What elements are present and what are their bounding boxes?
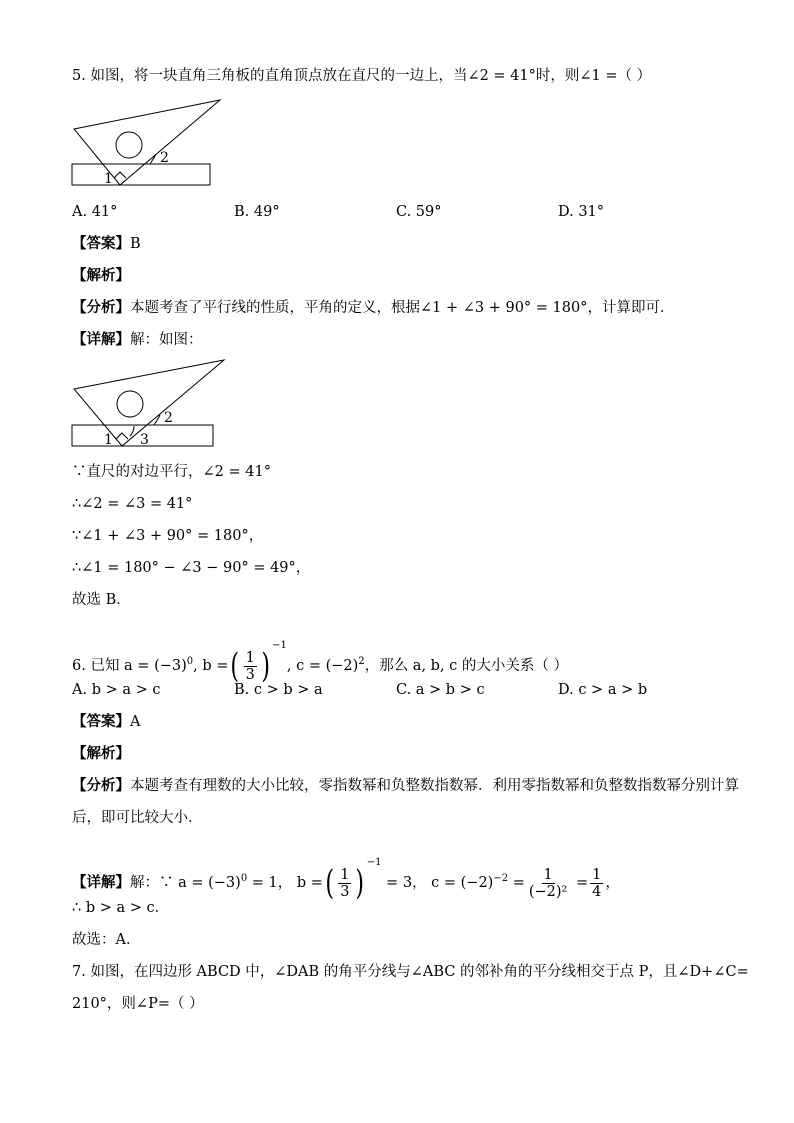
angle-1-label: 1: [104, 432, 113, 448]
q5-answer-value: B: [130, 236, 141, 252]
q6-option-c: C. a > b > c: [396, 682, 485, 698]
paren-right: ): [261, 646, 270, 686]
q5-xiangjie: [72, 330, 203, 350]
q6-conclusion: ∴ b > a > c．: [72, 900, 170, 916]
q6-exp-neg1: −1: [272, 640, 287, 651]
q5-step-1: ∵直尺的对边平行，∠2 = 41°: [72, 464, 271, 480]
q6-xiangjie: [72, 842, 620, 904]
frac-numerator: 1: [245, 649, 255, 666]
q6-exp2: 2: [358, 656, 365, 668]
frac-denominator: 3: [340, 883, 350, 900]
angle-1-label: 1: [104, 171, 113, 187]
q5-option-d: D. 31°: [558, 204, 605, 220]
q5-analysis: [72, 266, 130, 286]
paren-left: (: [325, 863, 334, 903]
q5-answer: [72, 234, 141, 254]
triangle-set-square: [74, 100, 220, 185]
q5-step-2: ∴∠2 = ∠3 = 41°: [72, 496, 193, 512]
q6-stem-c: , c = (−2): [286, 658, 359, 674]
q6-xj-b-val: = 3，: [381, 875, 427, 891]
q6-analysis: [72, 744, 130, 764]
q5-step-3: ∵∠1 + ∠3 + 90° = 180°，: [72, 528, 264, 544]
q7-line-2: 210°，则∠P=（ ）: [72, 996, 204, 1012]
q6-xj-c-fraction: [527, 867, 570, 900]
paren-left: (: [230, 646, 240, 686]
q6-xj-b: b =: [296, 875, 323, 891]
q5-option-a: A. 41°: [72, 204, 118, 220]
frac-denominator: (−2)²: [528, 883, 568, 900]
right-angle-mark: [116, 433, 128, 439]
q5-figure-2: [70, 356, 230, 450]
q6-xj-a-val: = 1，: [247, 875, 293, 891]
q6-answer: [72, 712, 140, 732]
q6-fraction: [244, 650, 257, 683]
q7-line-1: 7. 如图，在四边形 ABCD 中，∠DAB 的角平分线与∠ABC 的邻补角的平分线相交于点 P，且∠D+∠C=: [72, 964, 749, 980]
q5-xiangjie-text: 解：如图：: [130, 332, 203, 348]
q6-stem: [72, 626, 568, 686]
q5-analysis-tag: 【解析】: [72, 268, 130, 284]
frac-numerator: 1: [592, 866, 602, 883]
q5-option-c: C. 59°: [396, 204, 442, 220]
frac-numerator: 1: [543, 866, 553, 883]
q6-analysis-tag: 【解析】: [72, 746, 130, 762]
q6-xiangjie-tag: 【详解】: [72, 875, 130, 891]
angle-2-label: 2: [164, 410, 173, 426]
q6-xj-a-exp: 0: [240, 873, 248, 885]
q5-answer-tag: 【答案】: [72, 236, 130, 252]
triangle-hole: [117, 391, 143, 417]
q6-stem-prefix: 6. 已知 a = (−3): [72, 658, 187, 674]
q5-option-b: B. 49°: [234, 204, 280, 220]
triangle-hole: [116, 132, 142, 158]
q5-stem: 5. 如图，将一块直角三角板的直角顶点放在直尺的一边上，当∠2 = 41°时，则∠1 =（ ）: [72, 68, 652, 84]
q5-xiangjie-tag: 【详解】: [72, 332, 130, 348]
q6-answer-value: A: [130, 714, 141, 730]
q6-xj-c-eq: =: [508, 875, 525, 891]
angle-3-label: 3: [140, 432, 149, 448]
q6-xj-c-end: ，: [605, 875, 620, 891]
q6-xj-b-fraction: [338, 867, 351, 900]
q5-fenxi-text: 本题考查了平行线的性质，平角的定义，根据∠1 + ∠3 + 90° = 180°，计算即可．: [130, 300, 675, 316]
q6-option-a: A. b > a > c: [72, 682, 161, 698]
q6-xj-b-exp: −1: [366, 857, 382, 868]
q6-xj-c-exp: −2: [493, 873, 509, 885]
q6-stem-b: , b =: [193, 658, 229, 674]
q5-step-4: ∴∠1 = 180° − ∠3 − 90° = 49°，: [72, 560, 311, 576]
frac-denominator: 4: [592, 883, 602, 900]
q6-xj-c: c = (−2): [431, 875, 494, 891]
angle-2-label: 2: [160, 150, 169, 166]
q6-answer-tag: 【答案】: [72, 714, 130, 730]
right-angle-mark: [114, 172, 126, 178]
q5-fenxi-tag: 【分析】: [72, 300, 130, 316]
paren-right: ): [355, 863, 365, 903]
q6-xj-c-eq2: =: [571, 875, 589, 891]
q6-stem-exp0: 0: [186, 656, 194, 668]
q6-stem-suffix: ，那么 a, b, c 的大小关系（ ）: [364, 658, 569, 674]
q6-fenxi-tag: 【分析】: [72, 778, 130, 794]
q5-step-5: 故选 B．: [72, 592, 131, 608]
frac-denominator: 3: [245, 666, 255, 683]
q6-fenxi-1: [72, 776, 739, 796]
q6-option-d: D. c > a > b: [558, 682, 648, 698]
angle-3-arc: [130, 426, 134, 436]
q6-xj-a: 解：∵ a = (−3): [130, 875, 241, 891]
q6-choose: 故选：A．: [72, 932, 141, 948]
q5-figure-1: [70, 94, 230, 190]
q6-xj-c-result: [590, 867, 603, 900]
frac-numerator: 1: [340, 866, 350, 883]
q6-fenxi-2: 后，即可比较大小．: [72, 810, 203, 826]
q6-option-b: B. c > b > a: [234, 682, 323, 698]
triangle-set-square: [74, 360, 224, 446]
q5-fenxi: [72, 298, 674, 318]
q6-fenxi-text-1: 本题考查有理数的大小比较，零指数幂和负整数指数幂．利用零指数幂和负整数指数幂分别计算: [130, 778, 739, 794]
